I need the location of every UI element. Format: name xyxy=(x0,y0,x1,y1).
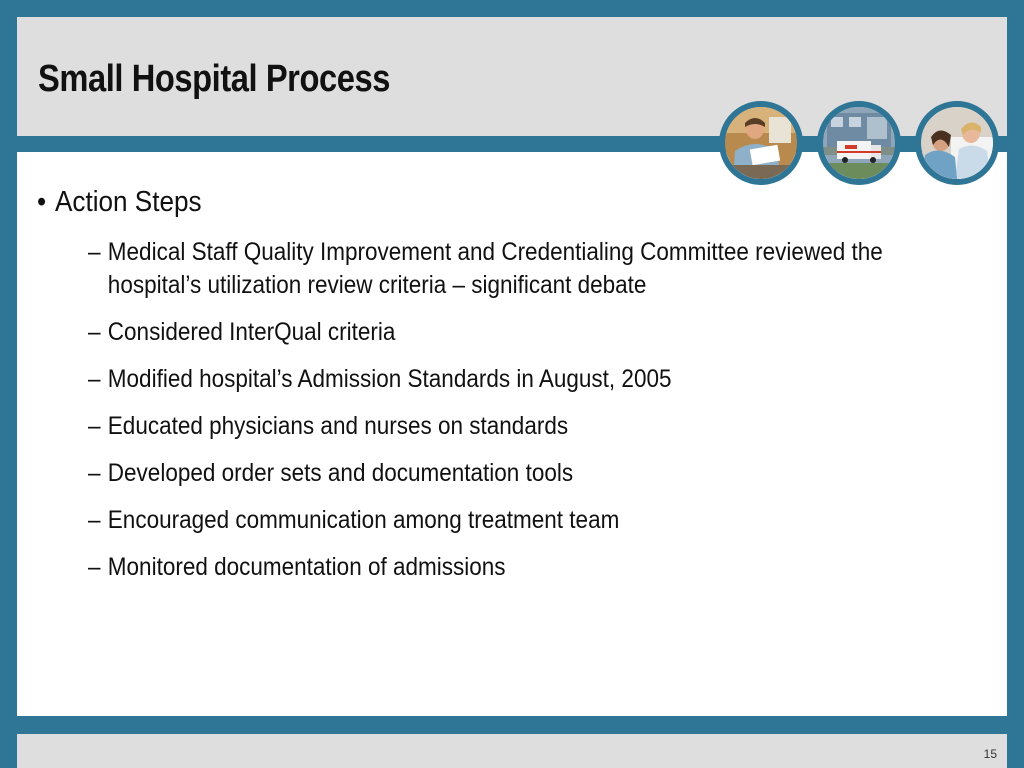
list-item xyxy=(88,363,916,396)
list-item xyxy=(88,457,916,490)
list-item-text: Encouraged communication among treatment team xyxy=(107,506,620,534)
bullet-dot-icon: • xyxy=(37,186,47,218)
list-item-text: Developed order sets and documentation tools xyxy=(107,459,574,487)
list-item xyxy=(88,504,916,537)
dash-icon: – xyxy=(88,553,101,581)
list-item xyxy=(88,236,916,302)
slide-title: Small Hospital Process xyxy=(38,58,390,100)
dash-icon: – xyxy=(88,412,101,440)
dash-icon: – xyxy=(88,365,101,393)
main-bullet-text: Action Steps xyxy=(55,186,202,218)
list-item-text: Educated physicians and nurses on standards xyxy=(107,412,569,440)
list-item-text: Considered InterQual criteria xyxy=(107,318,396,346)
dash-icon: – xyxy=(88,238,101,266)
list-item-text: Medical Staff Quality Improvement and Credentialing Committee reviewed the hospital’s utilization review criteria – significant debate xyxy=(107,238,883,299)
dash-icon: – xyxy=(88,459,101,487)
sub-bullet-list xyxy=(88,236,916,598)
list-item-text: Modified hospital’s Admission Standards in August, 2005 xyxy=(107,365,672,393)
dash-icon: – xyxy=(88,506,101,534)
nurse-patient-photo-icon xyxy=(915,101,999,185)
list-item xyxy=(88,410,916,443)
list-item xyxy=(88,551,916,584)
list-item xyxy=(88,316,916,349)
footer-panel xyxy=(17,734,1007,768)
ambulance-photo-icon xyxy=(817,101,901,185)
main-bullet xyxy=(37,184,202,220)
doctor-photo-icon xyxy=(719,101,803,185)
dash-icon: – xyxy=(88,318,101,346)
page-number: 15 xyxy=(983,747,997,761)
list-item-text: Monitored documentation of admissions xyxy=(107,553,506,581)
